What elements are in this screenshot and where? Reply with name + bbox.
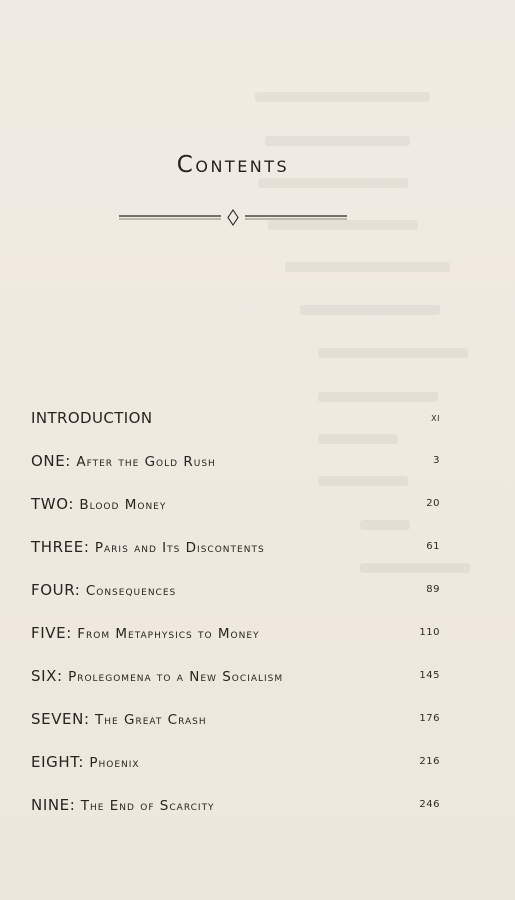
- toc-entry-label: [31, 581, 176, 599]
- diamond-divider-icon: [119, 208, 347, 226]
- toc-entry: [31, 482, 440, 525]
- toc-entry-label: [31, 796, 215, 814]
- toc-chapter-number: THREE:: [31, 538, 90, 556]
- toc-chapter-number: SIX:: [31, 667, 63, 685]
- table-of-contents: [31, 396, 440, 826]
- toc-entry-introduction: [31, 396, 440, 439]
- toc-page-number: 246: [419, 799, 440, 810]
- toc-entry-label: [31, 753, 140, 771]
- toc-entry: [31, 611, 440, 654]
- toc-page-number: 110: [419, 627, 440, 638]
- toc-chapter-title: After the Gold Rush: [76, 454, 216, 470]
- toc-page-number: 20: [426, 498, 440, 509]
- toc-chapter-title: Consequences: [85, 583, 177, 599]
- toc-entry-label: [31, 495, 166, 513]
- toc-chapter-title: Phoenix: [89, 755, 140, 771]
- toc-entry: [31, 740, 440, 783]
- toc-entry-label: [31, 538, 265, 556]
- toc-chapter-number: FIVE:: [31, 624, 72, 642]
- toc-entry: [31, 783, 440, 826]
- toc-chapter-title: The Great Crash: [95, 712, 207, 728]
- toc-entry-label: [31, 452, 216, 470]
- toc-chapter-title: The End of Scarcity: [80, 798, 215, 814]
- toc-page-number: 176: [419, 713, 440, 724]
- toc-chapter-number: ONE:: [31, 452, 71, 470]
- toc-page-number: 89: [426, 584, 440, 595]
- toc-page-number: 216: [419, 756, 440, 767]
- toc-chapter-number: SEVEN:: [31, 710, 90, 728]
- toc-page-number: xi: [431, 411, 440, 424]
- toc-chapter-title: From Metaphysics to Money: [77, 626, 260, 642]
- toc-entry-label: [31, 624, 260, 642]
- toc-entry: [31, 697, 440, 740]
- toc-chapter-number: NINE:: [31, 796, 76, 814]
- toc-entry: [31, 439, 440, 482]
- toc-entry: [31, 568, 440, 611]
- toc-entry-label: [31, 408, 152, 427]
- toc-page-number: 145: [419, 670, 440, 681]
- toc-page-number: 3: [433, 455, 440, 466]
- toc-entry: [31, 525, 440, 568]
- toc-chapter-title: Prolegomena to a New Socialism: [68, 669, 284, 685]
- toc-entry: [31, 654, 440, 697]
- toc-chapter-title: Paris and Its Discontents: [94, 540, 265, 556]
- toc-entry-label: [31, 667, 283, 685]
- toc-chapter-number: INTRODUCTION: [31, 409, 153, 427]
- page-title: Contents: [176, 152, 290, 178]
- toc-chapter-title: Blood Money: [79, 497, 167, 513]
- toc-chapter-number: FOUR:: [31, 581, 81, 599]
- toc-chapter-number: EIGHT:: [31, 753, 84, 771]
- toc-chapter-number: TWO:: [31, 495, 74, 513]
- toc-page-number: 61: [426, 541, 440, 552]
- toc-entry-label: [31, 710, 207, 728]
